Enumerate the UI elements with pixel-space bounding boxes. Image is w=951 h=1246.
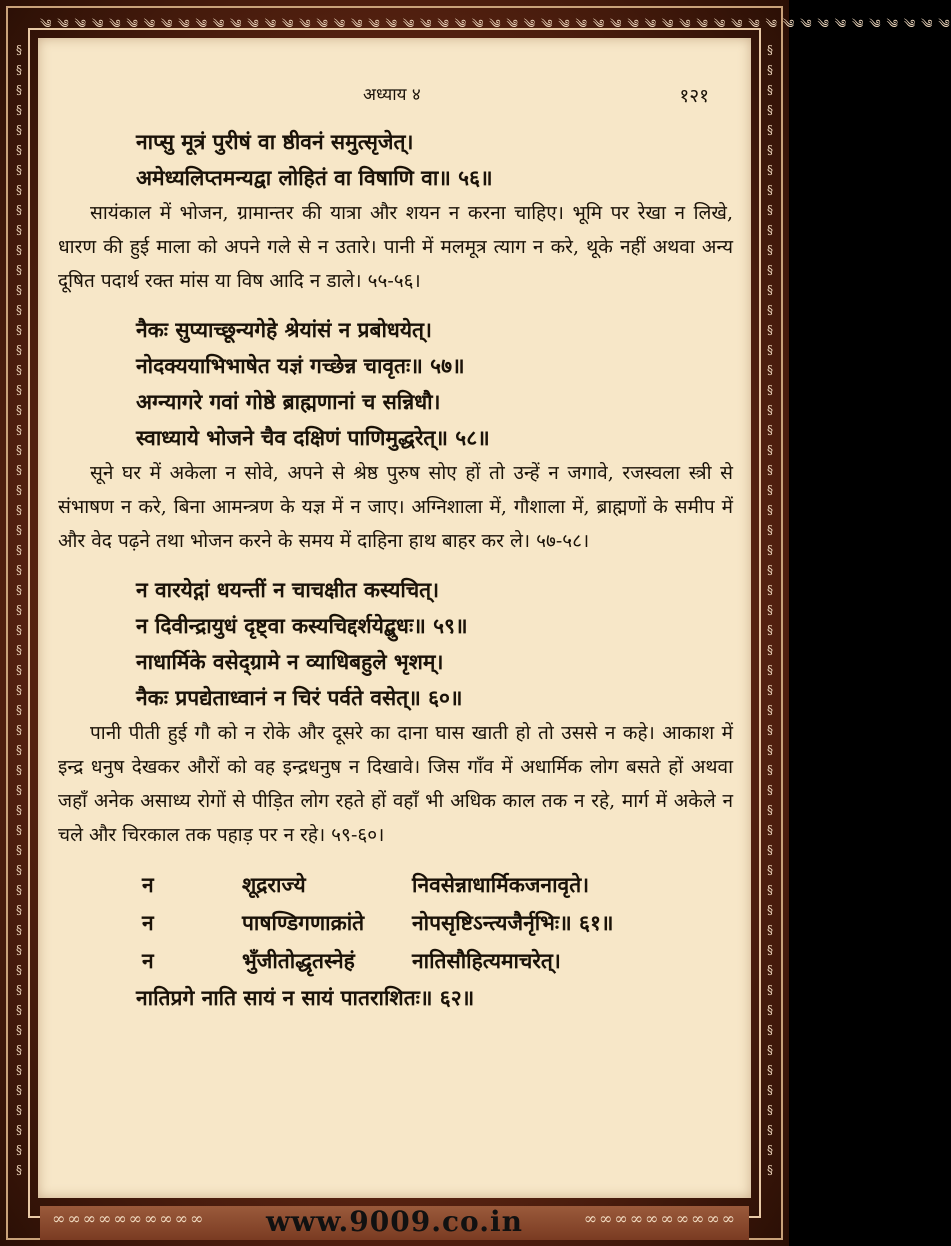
right-ornament: § § § § § § § § § § § § § § § § § § § § § § § § § § § § § § § § § § § § § § § § § § § § § § § § § § § § § § § § § [767, 43, 773, 1177]
verse-cell: भुँजीतोद्धृतस्नेहं [242, 948, 355, 973]
website-watermark[interactable]: www.9009.co.in [266, 1205, 523, 1238]
verse-line: न दिवीन्द्रायुधं दृष्ट्वा कस्यचिद्दर्शयेद्बुधः॥ ५९॥ [136, 613, 468, 638]
verse-cell: नोपसृष्टिऽन्त्यजैर्नृभिः॥ ६१॥ [412, 910, 614, 935]
verse-line: न वारयेद्गां धयन्तीं न चाचक्षीत कस्यचित्। [136, 577, 440, 602]
verse-line: स्वाध्याये भोजने चैव दक्षिणं पाणिमुद्धरेत्॥ ५८॥ [136, 425, 490, 450]
chapter-title: अध्याय ४ [363, 85, 421, 105]
verse-line: नैकः सुप्याच्छून्यगेहे श्रेयांसं न प्रबोधयेत्। [136, 317, 432, 342]
verse-cell: नातिसौहित्यमाचरेत्। [412, 948, 561, 973]
verse-line: अग्न्यागरे गवां गोष्ठे ब्राह्मणानां च सन्निधौ। [136, 389, 441, 414]
translation-paragraph: पानी पीती हुई गौ को न रोके और दूसरे का दाना घास खाती हो तो उससे न कहे। आकाश में इन्द्र धनुष देखकर औरों को वह इन्द्रधनुष न दिखावे। जिस गाँव में अधार्मिक लोग बसते हों अथवा जहाँ अनेक असाध्य रोगों से पीड़ित लोग रहते हों वहाँ भी अधिक काल तक न रहे, मार्ग में अकेले न चले और चिरकाल तक पहाड़ पर न रहे। ५९-६०। [58, 722, 733, 846]
verse-line: नोदक्ययाभिभाषेत यज्ञं गच्छेन्न चावृतः॥ ५७॥ [136, 353, 465, 378]
footer-bar [40, 1206, 749, 1240]
verse-line: नाधार्मिके वसेद्ग्रामे न व्याधिबहुले भृशम्। [136, 649, 444, 674]
verse-cell: न [142, 872, 154, 897]
footer-ornament-right: ∞∞∞∞∞∞∞∞∞∞ [583, 1209, 737, 1228]
page-number: १२१ [679, 85, 709, 107]
verse-cell: शूद्रराज्ये [242, 872, 306, 897]
book-page [38, 38, 751, 1198]
left-ornament: § § § § § § § § § § § § § § § § § § § § § § § § § § § § § § § § § § § § § § § § § § § § § § § § § § § § § § § § § [16, 43, 22, 1177]
verse-line: नाप्सु मूत्रं पुरीषं वा ष्ठीवनं समुत्सृजेत्। [136, 129, 414, 154]
verse-line: नैकः प्रपद्येताध्वानं न चिरं पर्वते वसेत्॥ ६०॥ [136, 685, 463, 710]
page-content [58, 124, 733, 1016]
verse-line: नातिप्रगे नाति सायं न सायं पातराशितः॥ ६२॥ [136, 985, 475, 1010]
verse-row [58, 942, 733, 980]
translation-paragraph: सायंकाल में भोजन, ग्रामान्तर की यात्रा और शयन न करना चाहिए। भूमि पर रेखा न लिखे, धारण की हुई माला को अपने गले से न उतारे। पानी में मलमूत्र त्याग न करे, थूके नहीं अथवा अन्य दूषित पदार्थ रक्त मांस या विष आदि न डाले। ५५-५६। [58, 202, 733, 292]
verse-row [58, 904, 733, 942]
verse-row [58, 866, 733, 904]
footer-ornament-left: ∞∞∞∞∞∞∞∞∞∞ [52, 1209, 206, 1228]
verse-cell: पाषण्डिगणाक्रांते [242, 910, 365, 935]
verse-cell: न [142, 910, 154, 935]
verse-cell: न [142, 948, 154, 973]
page-header [38, 82, 751, 106]
verse-line: अमेध्यलिप्तमन्यद्वा लोहितं वा विषाणि वा॥ ५६॥ [136, 165, 493, 190]
translation-paragraph: सूने घर में अकेला न सोवे, अपने से श्रेष्ठ पुरुष सोए हों तो उन्हें न जगावे, रजस्वला स्त्री से संभाषण न करे, बिना आमन्त्रण के यज्ञ में न जाए। अग्निशाला में, गौशाला में, ब्राह्मणों के समीप में और वेद पढ़ने तथा भोजन करने के समय में दाहिना हाथ बाहर कर ले। ५७-५८। [58, 462, 733, 552]
top-ornament: ༄ ༄ ༄ ༄ ༄ ༄ ༄ ༄ ༄ ༄ ༄ ༄ ༄ ༄ ༄ ༄ ༄ ༄ ༄ ༄ ༄ ༄ ༄ ༄ ༄ ༄ ༄ ༄ ༄ ༄ ༄ ༄ ༄ ༄ ༄ ༄ ༄ ༄ ༄ ༄ ༄ ༄ ༄ ༄ ༄ ༄ ༄ ༄ ༄ ༄ ༄ ༄ ༄ [40, 17, 951, 31]
verse-cell: निवसेन्नाधार्मिकजनावृते। [412, 872, 590, 897]
